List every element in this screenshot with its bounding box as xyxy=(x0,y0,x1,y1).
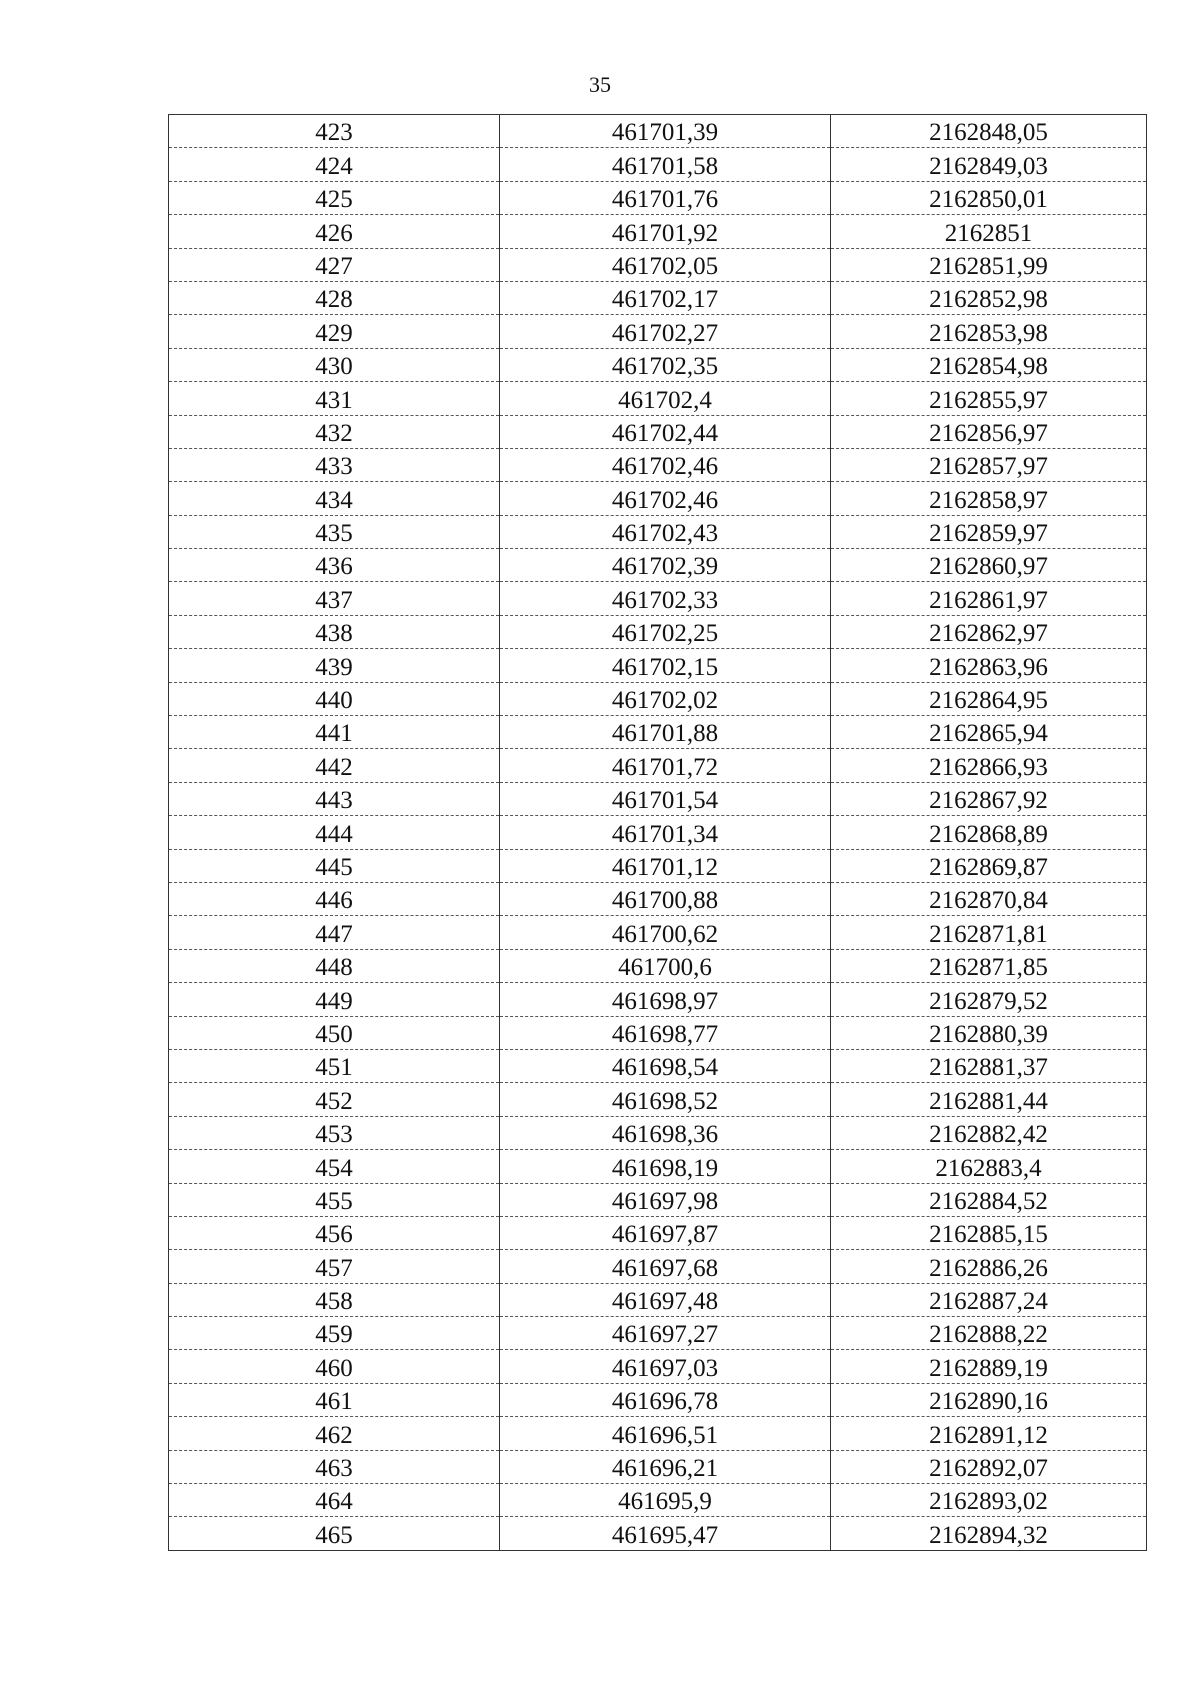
table-row xyxy=(169,1283,1147,1316)
table-row xyxy=(169,549,1147,582)
table-row xyxy=(169,1016,1147,1049)
x-coordinate-cell: 461695,9 xyxy=(500,1484,831,1517)
point-number-cell: 457 xyxy=(169,1250,500,1283)
point-number-cell: 451 xyxy=(169,1049,500,1082)
y-coordinate-cell: 2162888,22 xyxy=(831,1317,1147,1350)
point-number-cell: 434 xyxy=(169,482,500,515)
y-coordinate-cell: 2162870,84 xyxy=(831,882,1147,915)
x-coordinate-cell: 461698,54 xyxy=(500,1049,831,1082)
point-number-cell: 450 xyxy=(169,1016,500,1049)
point-number-cell: 463 xyxy=(169,1450,500,1483)
y-coordinate-cell: 2162867,92 xyxy=(831,782,1147,815)
point-number-cell: 423 xyxy=(169,115,500,148)
y-coordinate-cell: 2162889,19 xyxy=(831,1350,1147,1383)
y-coordinate-cell: 2162862,97 xyxy=(831,615,1147,648)
y-coordinate-cell: 2162863,96 xyxy=(831,649,1147,682)
table-row xyxy=(169,615,1147,648)
table-row xyxy=(169,1250,1147,1283)
point-number-cell: 447 xyxy=(169,916,500,949)
x-coordinate-cell: 461696,21 xyxy=(500,1450,831,1483)
y-coordinate-cell: 2162884,52 xyxy=(831,1183,1147,1216)
table-row xyxy=(169,1116,1147,1149)
x-coordinate-cell: 461695,47 xyxy=(500,1517,831,1550)
coordinates-table-body xyxy=(169,115,1147,1551)
table-row xyxy=(169,415,1147,448)
point-number-cell: 454 xyxy=(169,1150,500,1183)
table-row xyxy=(169,515,1147,548)
table-row xyxy=(169,115,1147,148)
point-number-cell: 436 xyxy=(169,549,500,582)
x-coordinate-cell: 461702,46 xyxy=(500,448,831,481)
y-coordinate-cell: 2162883,4 xyxy=(831,1150,1147,1183)
table-row xyxy=(169,1049,1147,1082)
table-row xyxy=(169,181,1147,214)
x-coordinate-cell: 461701,58 xyxy=(500,148,831,181)
x-coordinate-cell: 461698,97 xyxy=(500,983,831,1016)
coordinates-table xyxy=(168,114,1147,1551)
y-coordinate-cell: 2162871,85 xyxy=(831,949,1147,982)
table-row xyxy=(169,949,1147,982)
point-number-cell: 442 xyxy=(169,749,500,782)
x-coordinate-cell: 461701,54 xyxy=(500,782,831,815)
point-number-cell: 431 xyxy=(169,382,500,415)
x-coordinate-cell: 461701,92 xyxy=(500,215,831,248)
x-coordinate-cell: 461702,17 xyxy=(500,281,831,314)
table-row xyxy=(169,315,1147,348)
x-coordinate-cell: 461701,88 xyxy=(500,716,831,749)
table-row xyxy=(169,682,1147,715)
table-row xyxy=(169,983,1147,1016)
x-coordinate-cell: 461702,05 xyxy=(500,248,831,281)
x-coordinate-cell: 461702,39 xyxy=(500,549,831,582)
y-coordinate-cell: 2162858,97 xyxy=(831,482,1147,515)
table-row xyxy=(169,582,1147,615)
y-coordinate-cell: 2162855,97 xyxy=(831,382,1147,415)
table-row xyxy=(169,1183,1147,1216)
table-row xyxy=(169,1083,1147,1116)
table-row xyxy=(169,1383,1147,1416)
point-number-cell: 426 xyxy=(169,215,500,248)
point-number-cell: 449 xyxy=(169,983,500,1016)
x-coordinate-cell: 461700,6 xyxy=(500,949,831,982)
point-number-cell: 460 xyxy=(169,1350,500,1383)
table-row xyxy=(169,281,1147,314)
y-coordinate-cell: 2162860,97 xyxy=(831,549,1147,582)
y-coordinate-cell: 2162882,42 xyxy=(831,1116,1147,1149)
x-coordinate-cell: 461702,43 xyxy=(500,515,831,548)
y-coordinate-cell: 2162851 xyxy=(831,215,1147,248)
y-coordinate-cell: 2162865,94 xyxy=(831,716,1147,749)
table-row xyxy=(169,382,1147,415)
point-number-cell: 433 xyxy=(169,448,500,481)
table-row xyxy=(169,148,1147,181)
y-coordinate-cell: 2162854,98 xyxy=(831,348,1147,381)
y-coordinate-cell: 2162852,98 xyxy=(831,281,1147,314)
point-number-cell: 459 xyxy=(169,1317,500,1350)
point-number-cell: 465 xyxy=(169,1517,500,1550)
x-coordinate-cell: 461702,33 xyxy=(500,582,831,615)
x-coordinate-cell: 461702,4 xyxy=(500,382,831,415)
point-number-cell: 448 xyxy=(169,949,500,982)
y-coordinate-cell: 2162879,52 xyxy=(831,983,1147,1016)
y-coordinate-cell: 2162871,81 xyxy=(831,916,1147,949)
point-number-cell: 444 xyxy=(169,816,500,849)
point-number-cell: 425 xyxy=(169,181,500,214)
x-coordinate-cell: 461697,03 xyxy=(500,1350,831,1383)
point-number-cell: 424 xyxy=(169,148,500,181)
x-coordinate-cell: 461698,52 xyxy=(500,1083,831,1116)
x-coordinate-cell: 461696,78 xyxy=(500,1383,831,1416)
x-coordinate-cell: 461696,51 xyxy=(500,1417,831,1450)
y-coordinate-cell: 2162880,39 xyxy=(831,1016,1147,1049)
table-row xyxy=(169,1417,1147,1450)
table-row xyxy=(169,348,1147,381)
point-number-cell: 440 xyxy=(169,682,500,715)
x-coordinate-cell: 461701,72 xyxy=(500,749,831,782)
x-coordinate-cell: 461698,77 xyxy=(500,1016,831,1049)
x-coordinate-cell: 461701,12 xyxy=(500,849,831,882)
table-row xyxy=(169,882,1147,915)
table-row xyxy=(169,1317,1147,1350)
x-coordinate-cell: 461698,19 xyxy=(500,1150,831,1183)
y-coordinate-cell: 2162850,01 xyxy=(831,181,1147,214)
point-number-cell: 439 xyxy=(169,649,500,682)
table-row xyxy=(169,1350,1147,1383)
point-number-cell: 461 xyxy=(169,1383,500,1416)
table-row xyxy=(169,749,1147,782)
table-row xyxy=(169,916,1147,949)
x-coordinate-cell: 461701,76 xyxy=(500,181,831,214)
x-coordinate-cell: 461697,27 xyxy=(500,1317,831,1350)
x-coordinate-cell: 461701,34 xyxy=(500,816,831,849)
x-coordinate-cell: 461702,15 xyxy=(500,649,831,682)
point-number-cell: 445 xyxy=(169,849,500,882)
table-row xyxy=(169,816,1147,849)
table-row xyxy=(169,1450,1147,1483)
y-coordinate-cell: 2162866,93 xyxy=(831,749,1147,782)
x-coordinate-cell: 461697,68 xyxy=(500,1250,831,1283)
y-coordinate-cell: 2162890,16 xyxy=(831,1383,1147,1416)
page-number: 35 xyxy=(589,72,611,97)
table-row xyxy=(169,1517,1147,1550)
y-coordinate-cell: 2162851,99 xyxy=(831,248,1147,281)
y-coordinate-cell: 2162886,26 xyxy=(831,1250,1147,1283)
point-number-cell: 446 xyxy=(169,882,500,915)
point-number-cell: 443 xyxy=(169,782,500,815)
y-coordinate-cell: 2162881,44 xyxy=(831,1083,1147,1116)
x-coordinate-cell: 461702,25 xyxy=(500,615,831,648)
point-number-cell: 441 xyxy=(169,716,500,749)
y-coordinate-cell: 2162849,03 xyxy=(831,148,1147,181)
x-coordinate-cell: 461702,02 xyxy=(500,682,831,715)
y-coordinate-cell: 2162869,87 xyxy=(831,849,1147,882)
x-coordinate-cell: 461700,88 xyxy=(500,882,831,915)
y-coordinate-cell: 2162857,97 xyxy=(831,448,1147,481)
table-row xyxy=(169,215,1147,248)
x-coordinate-cell: 461700,62 xyxy=(500,916,831,949)
x-coordinate-cell: 461701,39 xyxy=(500,115,831,148)
point-number-cell: 458 xyxy=(169,1283,500,1316)
y-coordinate-cell: 2162848,05 xyxy=(831,115,1147,148)
point-number-cell: 438 xyxy=(169,615,500,648)
table-row xyxy=(169,448,1147,481)
point-number-cell: 453 xyxy=(169,1116,500,1149)
point-number-cell: 430 xyxy=(169,348,500,381)
y-coordinate-cell: 2162892,07 xyxy=(831,1450,1147,1483)
x-coordinate-cell: 461697,87 xyxy=(500,1216,831,1249)
x-coordinate-cell: 461698,36 xyxy=(500,1116,831,1149)
y-coordinate-cell: 2162853,98 xyxy=(831,315,1147,348)
point-number-cell: 456 xyxy=(169,1216,500,1249)
table-row xyxy=(169,482,1147,515)
point-number-cell: 428 xyxy=(169,281,500,314)
point-number-cell: 427 xyxy=(169,248,500,281)
point-number-cell: 455 xyxy=(169,1183,500,1216)
y-coordinate-cell: 2162894,32 xyxy=(831,1517,1147,1550)
table-row xyxy=(169,782,1147,815)
point-number-cell: 437 xyxy=(169,582,500,615)
point-number-cell: 464 xyxy=(169,1484,500,1517)
table-row xyxy=(169,849,1147,882)
y-coordinate-cell: 2162881,37 xyxy=(831,1049,1147,1082)
y-coordinate-cell: 2162887,24 xyxy=(831,1283,1147,1316)
x-coordinate-cell: 461702,27 xyxy=(500,315,831,348)
point-number-cell: 429 xyxy=(169,315,500,348)
x-coordinate-cell: 461697,98 xyxy=(500,1183,831,1216)
x-coordinate-cell: 461697,48 xyxy=(500,1283,831,1316)
y-coordinate-cell: 2162861,97 xyxy=(831,582,1147,615)
table-row xyxy=(169,248,1147,281)
x-coordinate-cell: 461702,35 xyxy=(500,348,831,381)
x-coordinate-cell: 461702,46 xyxy=(500,482,831,515)
y-coordinate-cell: 2162868,89 xyxy=(831,816,1147,849)
y-coordinate-cell: 2162859,97 xyxy=(831,515,1147,548)
y-coordinate-cell: 2162856,97 xyxy=(831,415,1147,448)
table-row xyxy=(169,649,1147,682)
y-coordinate-cell: 2162891,12 xyxy=(831,1417,1147,1450)
y-coordinate-cell: 2162864,95 xyxy=(831,682,1147,715)
y-coordinate-cell: 2162885,15 xyxy=(831,1216,1147,1249)
point-number-cell: 452 xyxy=(169,1083,500,1116)
point-number-cell: 432 xyxy=(169,415,500,448)
table-row xyxy=(169,1484,1147,1517)
table-row xyxy=(169,1216,1147,1249)
point-number-cell: 435 xyxy=(169,515,500,548)
point-number-cell: 462 xyxy=(169,1417,500,1450)
table-row xyxy=(169,716,1147,749)
table-row xyxy=(169,1150,1147,1183)
y-coordinate-cell: 2162893,02 xyxy=(831,1484,1147,1517)
x-coordinate-cell: 461702,44 xyxy=(500,415,831,448)
